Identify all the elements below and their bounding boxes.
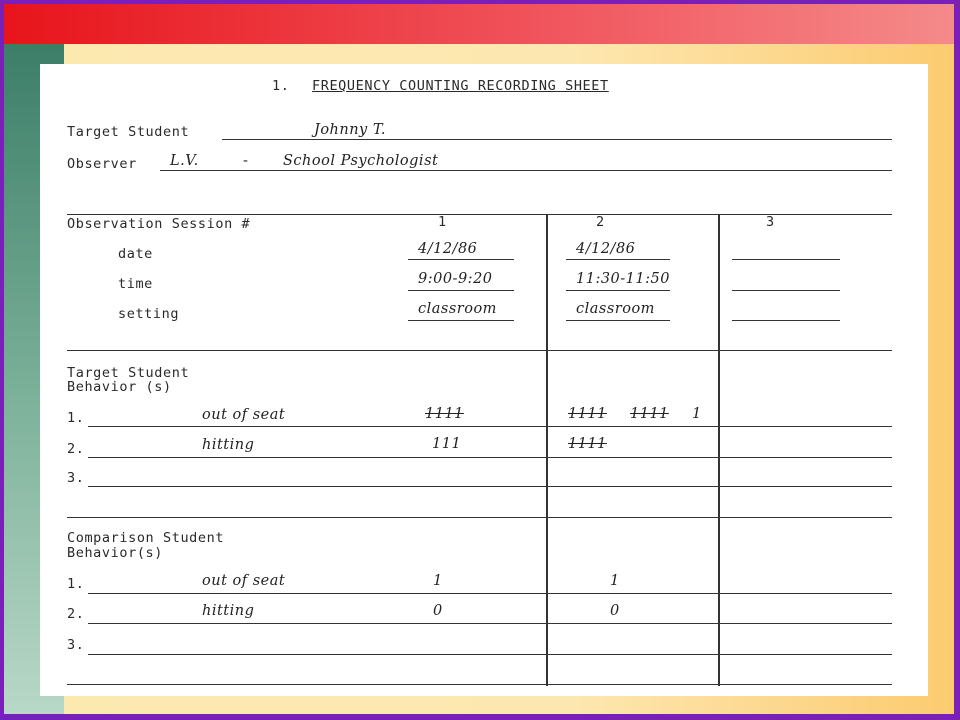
session-label: Observation Session # <box>67 216 251 232</box>
title-bar-decoration <box>4 4 954 44</box>
observer-dash: - <box>243 153 249 169</box>
session3-date-line <box>732 259 840 260</box>
column-divider-1 <box>546 214 548 686</box>
session1-setting-line <box>408 320 514 321</box>
session3-setting-line <box>732 320 840 321</box>
target-row3-line <box>88 486 892 487</box>
target-row2-line <box>88 457 892 458</box>
target-row2-s2-tally: 1111 <box>568 436 607 452</box>
comparison-row1-num: 1. <box>67 576 85 592</box>
target-student-line <box>222 139 892 140</box>
target-row3-num: 3. <box>67 470 85 486</box>
target-row1-s2-tally-a: 1111 <box>568 406 607 422</box>
comparison-row1-line <box>88 593 892 594</box>
comparison-row1-s1: 1 <box>433 573 443 589</box>
session2-date-line <box>566 259 670 260</box>
comparison-row2-line <box>88 623 892 624</box>
column-divider-2 <box>718 214 720 686</box>
title-number: 1. <box>272 78 290 94</box>
comparison-row3-num: 3. <box>67 637 85 653</box>
observer-role: School Psychologist <box>283 153 439 169</box>
session2-setting: classroom <box>576 301 655 317</box>
comparison-row3-line <box>88 654 892 655</box>
observer-line <box>160 170 892 171</box>
comparison-row2-s2: 0 <box>610 603 620 619</box>
target-section-top-line <box>67 350 892 351</box>
comparison-row2-behavior: hitting <box>202 603 255 619</box>
sheet-title: FREQUENCY COUNTING RECORDING SHEET <box>312 78 609 94</box>
target-row1-behavior: out of seat <box>202 407 286 423</box>
recording-sheet <box>40 64 928 696</box>
comparison-row2-num: 2. <box>67 606 85 622</box>
comparison-row2-s1: 0 <box>433 603 443 619</box>
target-section-bottom-line <box>67 517 892 518</box>
comparison-row1-s2: 1 <box>610 573 620 589</box>
time-label: time <box>118 276 153 292</box>
target-student-label: Target Student <box>67 124 190 140</box>
target-row2-behavior: hitting <box>202 437 255 453</box>
sheet-bottom-line <box>67 684 892 685</box>
target-row2-s1-tally: 111 <box>432 436 462 452</box>
session1-setting: classroom <box>418 301 497 317</box>
date-label: date <box>118 246 153 262</box>
session2-setting-line <box>566 320 670 321</box>
setting-label: setting <box>118 306 180 322</box>
session2-date: 4/12/86 <box>576 241 636 257</box>
target-row1-s1-tally: 1111 <box>425 406 464 422</box>
session-number-2: 2 <box>596 214 605 230</box>
session1-date-line <box>408 259 514 260</box>
session2-time-line <box>566 290 670 291</box>
target-row1-line <box>88 426 892 427</box>
target-row1-s2-tally-c: 1 <box>692 406 702 422</box>
session-number-3: 3 <box>766 214 775 230</box>
target-heading-line1: Target Student <box>67 365 190 381</box>
target-heading-line2: Behavior (s) <box>67 379 172 395</box>
target-row1-s2-tally-b: 1111 <box>630 406 669 422</box>
comparison-heading-line1: Comparison Student <box>67 530 225 546</box>
session-number-1: 1 <box>438 214 447 230</box>
session2-time: 11:30-11:50 <box>576 271 670 287</box>
target-row1-num: 1. <box>67 410 85 426</box>
comparison-heading-line2: Behavior(s) <box>67 545 164 561</box>
session1-time: 9:00-9:20 <box>418 271 493 287</box>
observer-initials: L.V. <box>170 153 199 169</box>
observer-label: Observer <box>67 156 137 172</box>
target-row2-num: 2. <box>67 441 85 457</box>
comparison-row1-behavior: out of seat <box>202 573 286 589</box>
session3-time-line <box>732 290 840 291</box>
target-student-value: Johnny T. <box>314 122 387 138</box>
session1-time-line <box>408 290 514 291</box>
session1-date: 4/12/86 <box>418 241 478 257</box>
